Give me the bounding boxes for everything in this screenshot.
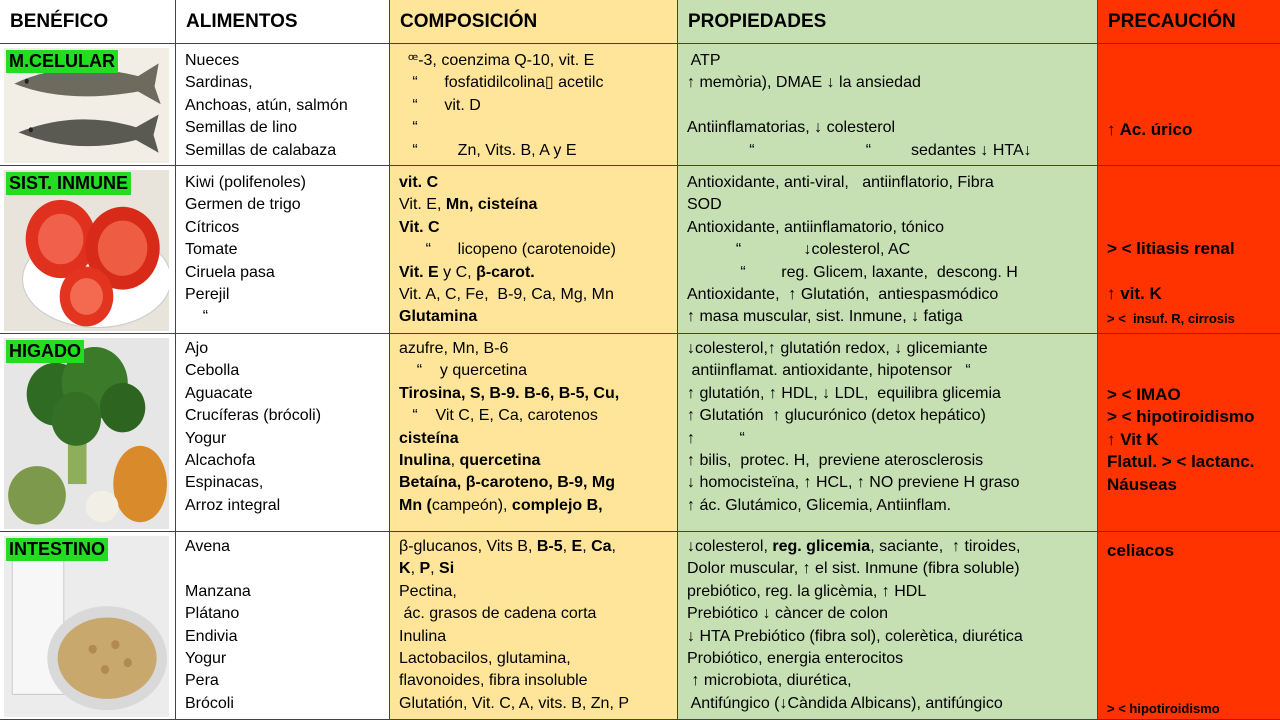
benefit-cell <box>0 44 176 166</box>
text-segment: “ Zn, Vits. B, A y E <box>399 141 577 159</box>
text-segment: ↑ ác. Glutámico, Glicemia, Antiinflam. <box>687 496 952 514</box>
food-item: Avena <box>185 538 231 555</box>
precaution-note: > < IMAO <box>1107 385 1181 404</box>
text-segment: Antioxidante, anti-viral, antiinflatorio, Fibra <box>687 174 994 191</box>
text-segment: SOD <box>687 196 722 214</box>
property-line <box>687 217 944 239</box>
composition-line <box>399 360 527 382</box>
food-item: Alcachofa <box>185 452 256 469</box>
composition-line <box>399 306 477 328</box>
property-line <box>687 495 951 517</box>
composicion-cell <box>390 532 678 720</box>
text-segment: Antifúngico (↓Càndida Albicans), antifúngico <box>687 694 1003 712</box>
food-item: Cítricos <box>185 218 240 236</box>
header-alimentos: ALIMENTOS <box>176 0 390 44</box>
property-line <box>687 284 998 306</box>
property-line <box>687 117 895 139</box>
text-segment: , <box>430 560 440 578</box>
food-item: Anchoas, atún, salmón <box>185 96 348 114</box>
alimentos-cell <box>176 44 390 166</box>
food-item: Brócoli <box>185 694 234 712</box>
composition-line <box>399 626 446 648</box>
property-line <box>687 383 1001 405</box>
text-segment: , saciante, ↑ tiroides, <box>870 538 1021 555</box>
food-item: Pera <box>185 672 219 690</box>
text-segment: Lactobacilos, glutamina, <box>399 650 571 667</box>
composition-line <box>399 472 615 494</box>
propiedades-cell <box>678 334 1098 532</box>
text-segment: antiinflamat. antioxidante, hipotensor “ <box>687 362 971 380</box>
precaucion-cell <box>1098 44 1280 166</box>
propiedades-cell <box>678 166 1098 334</box>
composition-line <box>399 217 440 239</box>
property-line <box>687 450 983 472</box>
food-item: Sardinas, <box>185 74 253 92</box>
text-segment: “ vit. D <box>399 96 481 114</box>
text-segment: azufre, Mn, B-6 <box>399 340 509 357</box>
food-item: Semillas de calabaza <box>185 141 337 159</box>
food-item: Perejil <box>185 286 230 303</box>
composition-line <box>399 405 598 427</box>
composition-line <box>399 95 481 117</box>
precaucion-cell <box>1098 532 1280 720</box>
property-line <box>687 360 971 382</box>
food-item: Ajo <box>185 340 209 357</box>
text-segment: “ y quercetina <box>399 362 528 380</box>
composition-line <box>399 284 614 306</box>
text-segment: , <box>450 452 460 469</box>
benefit-cell <box>0 532 176 720</box>
composicion-cell <box>390 166 678 334</box>
precaution-note: > < hipotiroidismo <box>1107 701 1220 716</box>
precaucion-cell <box>1098 334 1280 532</box>
food-item: Semillas de lino <box>185 119 298 137</box>
text-segment: “ ↓colesterol, AC <box>687 241 911 259</box>
text-segment: “ “ sedantes ↓ HTA↓ <box>687 141 1032 159</box>
food-item: Endivia <box>185 627 238 645</box>
text-segment: Inulina <box>399 452 451 469</box>
property-line <box>687 50 721 72</box>
property-line <box>687 239 910 261</box>
precaution-note: > < hipotiroidismo <box>1107 407 1255 426</box>
composition-line <box>399 603 596 625</box>
property-line <box>687 648 903 670</box>
text-segment: “ licopeno (carotenoide) <box>399 241 616 259</box>
food-item: Ciruela pasa <box>185 263 275 281</box>
benefit-cell <box>0 334 176 532</box>
text-segment: ↑ Glutatión ↑ glucurónico (detox hepático) <box>687 407 986 425</box>
food-item: Aguacate <box>185 384 253 402</box>
food-item: Yogur <box>185 650 227 667</box>
text-segment: y C, <box>443 263 477 281</box>
text-segment: Glutatión, Vit. C, A, vits. B, Zn, P <box>399 694 630 712</box>
property-line <box>687 536 1021 558</box>
composition-line <box>399 338 508 360</box>
propiedades-cell <box>678 532 1098 720</box>
text-segment: ↓colesterol, <box>687 538 773 555</box>
food-item: Tomate <box>185 241 238 259</box>
text-segment: , <box>410 560 420 578</box>
header-benefico: BENÉFICO <box>0 0 176 44</box>
food-item: Kiwi (polifenoles) <box>185 174 306 191</box>
food-item: “ <box>185 308 209 326</box>
text-segment: Antioxidante, antiinflamatorio, tónico <box>687 218 945 236</box>
text-segment: K <box>399 560 411 578</box>
text-segment: Ca <box>591 538 612 555</box>
text-segment: ↑ microbiota, diurética, <box>687 672 852 690</box>
food-item: Manzana <box>185 582 251 600</box>
food-item: Plátano <box>185 605 240 623</box>
property-line <box>687 428 745 450</box>
precaucion-cell <box>1098 166 1280 334</box>
header-propiedades: PROPIEDADES <box>678 0 1098 44</box>
property-line <box>687 603 888 625</box>
property-line <box>687 306 963 328</box>
composition-line <box>399 383 619 405</box>
composicion-cell <box>390 44 678 166</box>
text-segment: ↓colesterol,↑ glutatión redox, ↓ glicemiante <box>687 340 988 357</box>
text-segment: E <box>571 538 583 555</box>
benefit-label: SIST. INMUNE <box>6 172 131 195</box>
text-segment: Tirosina, S, B-9. B-6, B-5, Cu, <box>399 384 620 402</box>
text-segment: cisteína <box>399 429 459 447</box>
composition-line <box>399 581 457 603</box>
precaution-note: ↑ Vit K <box>1107 430 1159 449</box>
property-line <box>687 670 852 692</box>
text-segment: Si <box>439 560 455 578</box>
precaution-note: Flatul. > < lactanc. <box>1107 452 1255 471</box>
text-segment: Pectina, <box>399 582 457 600</box>
composition-line <box>399 536 616 558</box>
broccoli-icon <box>4 338 169 529</box>
text-segment: ꟹ-3, coenzima Q-10, vit. E <box>399 52 595 69</box>
text-segment: ác. grasos de cadena corta <box>399 605 597 623</box>
text-segment: ↓ homocisteïna, ↑ HCL, ↑ NO previene H graso <box>687 474 1020 492</box>
composition-line <box>399 262 535 284</box>
property-line <box>687 405 986 427</box>
text-segment: β-carot. <box>476 263 535 281</box>
text-segment: vit. C <box>399 174 439 191</box>
propiedades-cell <box>678 44 1098 166</box>
text-segment: ↑ bilis, protec. H, previene aterosclerosis <box>687 452 984 469</box>
text-segment: Probiótico, energia enterocitos <box>687 650 904 667</box>
text-segment: Glutamina <box>399 308 478 326</box>
composition-line <box>399 172 438 194</box>
text-segment: Mn ( <box>399 496 432 514</box>
oats-bowl-icon <box>4 536 169 717</box>
text-segment: quercetina <box>459 452 541 469</box>
property-line <box>687 693 1003 715</box>
text-segment: Antioxidante, ↑ Glutatión, antiespasmódico <box>687 286 999 303</box>
food-item: Crucíferas (brócoli) <box>185 407 322 425</box>
composition-line <box>399 50 594 72</box>
text-segment: Mn, cisteína <box>445 196 538 214</box>
text-segment: “ Vit C, E, Ca, carotenos <box>399 407 598 425</box>
text-segment: Dolor muscular, ↑ el sist. Inmune (fibra soluble) <box>687 560 1020 578</box>
composition-line <box>399 428 459 450</box>
food-item: Germen de trigo <box>185 196 301 214</box>
text-segment: ↑ masa muscular, sist. Inmune, ↓ fatiga <box>687 308 963 326</box>
text-segment: P <box>419 560 431 578</box>
text-segment: Inulina <box>399 627 447 645</box>
composition-line <box>399 239 616 261</box>
text-segment: ↑ glutatión, ↑ HDL, ↓ LDL, equilibra glicemia <box>687 384 1001 402</box>
property-line <box>687 581 926 603</box>
text-segment: , <box>611 538 616 555</box>
food-item: Cebolla <box>185 362 240 380</box>
composicion-cell <box>390 334 678 532</box>
alimentos-cell <box>176 166 390 334</box>
property-line <box>687 626 1023 648</box>
text-segment: complejo B, <box>511 496 603 514</box>
alimentos-cell <box>176 532 390 720</box>
text-segment: flavonoides, fibra insoluble <box>399 672 588 690</box>
property-line <box>687 472 1020 494</box>
food-item: Espinacas, <box>185 474 264 492</box>
precaution-note: > < litiasis renal <box>1107 239 1235 258</box>
text-segment: ↑ “ <box>687 429 745 447</box>
text-segment: ↑ memòria), DMAE ↓ la ansiedad <box>687 74 921 92</box>
composition-line <box>399 72 603 94</box>
header-precaucion: PRECAUCIÓN <box>1098 0 1280 44</box>
food-item: Arroz integral <box>185 496 281 514</box>
composition-line <box>399 117 418 139</box>
composition-line <box>399 194 537 216</box>
composition-line <box>399 648 571 670</box>
alimentos-cell <box>176 334 390 532</box>
text-segment: reg. glicemia <box>772 538 871 555</box>
benefit-label: INTESTINO <box>6 538 108 561</box>
text-segment: ATP <box>687 52 721 69</box>
text-segment: Betaína, β-caroteno, B-9, Mg <box>399 474 616 492</box>
composition-line <box>399 450 540 472</box>
precaution-note: > < insuf. R, cirrosis <box>1107 311 1235 326</box>
benefit-label: HIGADO <box>6 340 84 363</box>
text-segment: “ reg. Glicem, laxante, descong. H <box>687 263 1018 281</box>
text-segment: Prebiótico ↓ càncer de colon <box>687 605 888 623</box>
precaution-note: Náuseas <box>1107 475 1177 494</box>
text-segment: , <box>562 538 572 555</box>
text-segment: “ fosfatidilcolina▯ acetilc <box>399 74 604 92</box>
text-segment: β-glucanos, Vits B, <box>399 538 537 555</box>
composition-line <box>399 670 588 692</box>
precaution-note: celiacos <box>1107 541 1175 560</box>
text-segment: campeón), <box>431 496 512 514</box>
property-line <box>687 262 1018 284</box>
precaution-note: ↑ Ac. úrico <box>1107 120 1193 139</box>
text-segment: , <box>582 538 592 555</box>
text-segment: Vit. E <box>399 263 444 281</box>
composition-line <box>399 693 629 715</box>
precaution-note: ↑ vit. K <box>1107 284 1162 303</box>
header-composicion: COMPOSICIÓN <box>390 0 678 44</box>
text-segment: B-5 <box>536 538 563 555</box>
text-segment: Vit. C <box>399 218 440 236</box>
property-line <box>687 338 988 360</box>
composition-line <box>399 558 454 580</box>
property-line <box>687 558 1020 580</box>
property-line <box>687 72 921 94</box>
food-item: Yogur <box>185 429 227 447</box>
property-line <box>687 172 994 194</box>
text-segment: ↓ HTA Prebiótico (fibra sol), colerètica, diurética <box>687 627 1023 645</box>
property-line <box>687 194 722 216</box>
composition-line <box>399 495 603 517</box>
benefit-cell <box>0 166 176 334</box>
food-item: Nueces <box>185 52 240 69</box>
text-segment: “ <box>399 119 418 137</box>
benefit-label: M.CELULAR <box>6 50 118 73</box>
text-segment: Antiinflamatorias, ↓ colesterol <box>687 119 896 137</box>
text-segment: prebiótico, reg. la glicèmia, ↑ HDL <box>687 582 927 600</box>
composition-line <box>399 140 577 162</box>
text-segment: Vit. A, C, Fe, B-9, Ca, Mg, Mn <box>399 286 614 303</box>
property-line <box>687 140 1032 162</box>
text-segment: Vit. E, <box>399 196 446 214</box>
